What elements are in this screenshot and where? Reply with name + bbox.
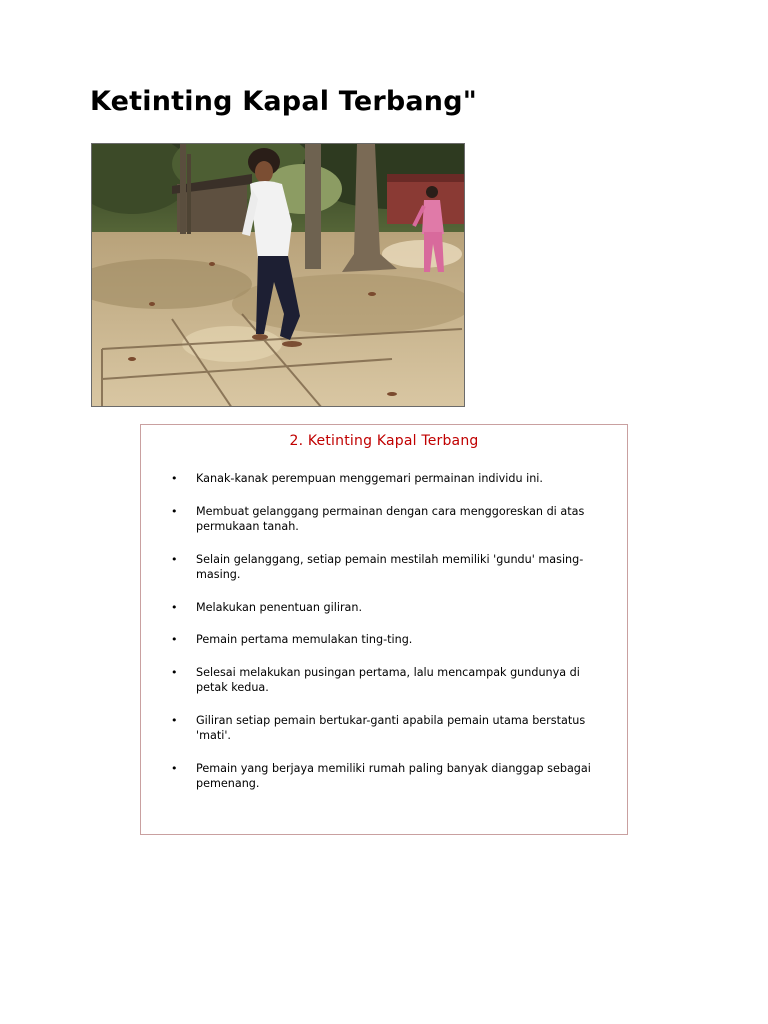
list-item-text: Kanak-kanak perempuan menggemari permainan individu ini. xyxy=(196,472,543,485)
bullet-icon: • xyxy=(171,472,178,485)
list-item-text: Giliran setiap pemain bertukar-ganti apabila pemain utama berstatus 'mati'. xyxy=(196,714,586,742)
list-item xyxy=(169,552,609,582)
list-item-text: Pemain pertama memulakan ting-ting. xyxy=(196,633,413,646)
list-item-text: Selain gelanggang, setiap pemain mestilah memiliki 'gundu' masing-masing. xyxy=(196,553,584,581)
list-item xyxy=(169,504,609,534)
list-item xyxy=(169,713,609,743)
list-item xyxy=(169,761,609,791)
list-item xyxy=(169,632,412,647)
bullet-icon: • xyxy=(171,666,178,679)
list-item-text: Pemain yang berjaya memiliki rumah paling banyak dianggap sebagai pemenang. xyxy=(196,762,591,790)
list-item-text: Melakukan penentuan giliran. xyxy=(196,601,363,614)
list-item-text: Selesai melakukan pusingan pertama, lalu mencampak gundunya di petak kedua. xyxy=(196,666,580,694)
info-box-title: 2. Ketinting Kapal Terbang xyxy=(289,433,479,449)
game-photo xyxy=(91,143,465,407)
list-item xyxy=(169,600,362,615)
bullet-icon: • xyxy=(171,762,178,775)
photo-illustration xyxy=(92,144,465,407)
info-box xyxy=(140,424,628,835)
bullet-icon: • xyxy=(171,553,178,566)
bullet-icon: • xyxy=(171,601,178,614)
bullet-icon: • xyxy=(171,633,178,646)
list-item xyxy=(169,471,543,486)
page-title: Ketinting Kapal Terbang" xyxy=(90,86,478,117)
bullet-icon: • xyxy=(171,714,178,727)
list-item xyxy=(169,665,609,695)
bullet-icon: • xyxy=(171,505,178,518)
list-item-text: Membuat gelanggang permainan dengan cara menggoreskan di atas permukaan tanah. xyxy=(196,505,585,533)
